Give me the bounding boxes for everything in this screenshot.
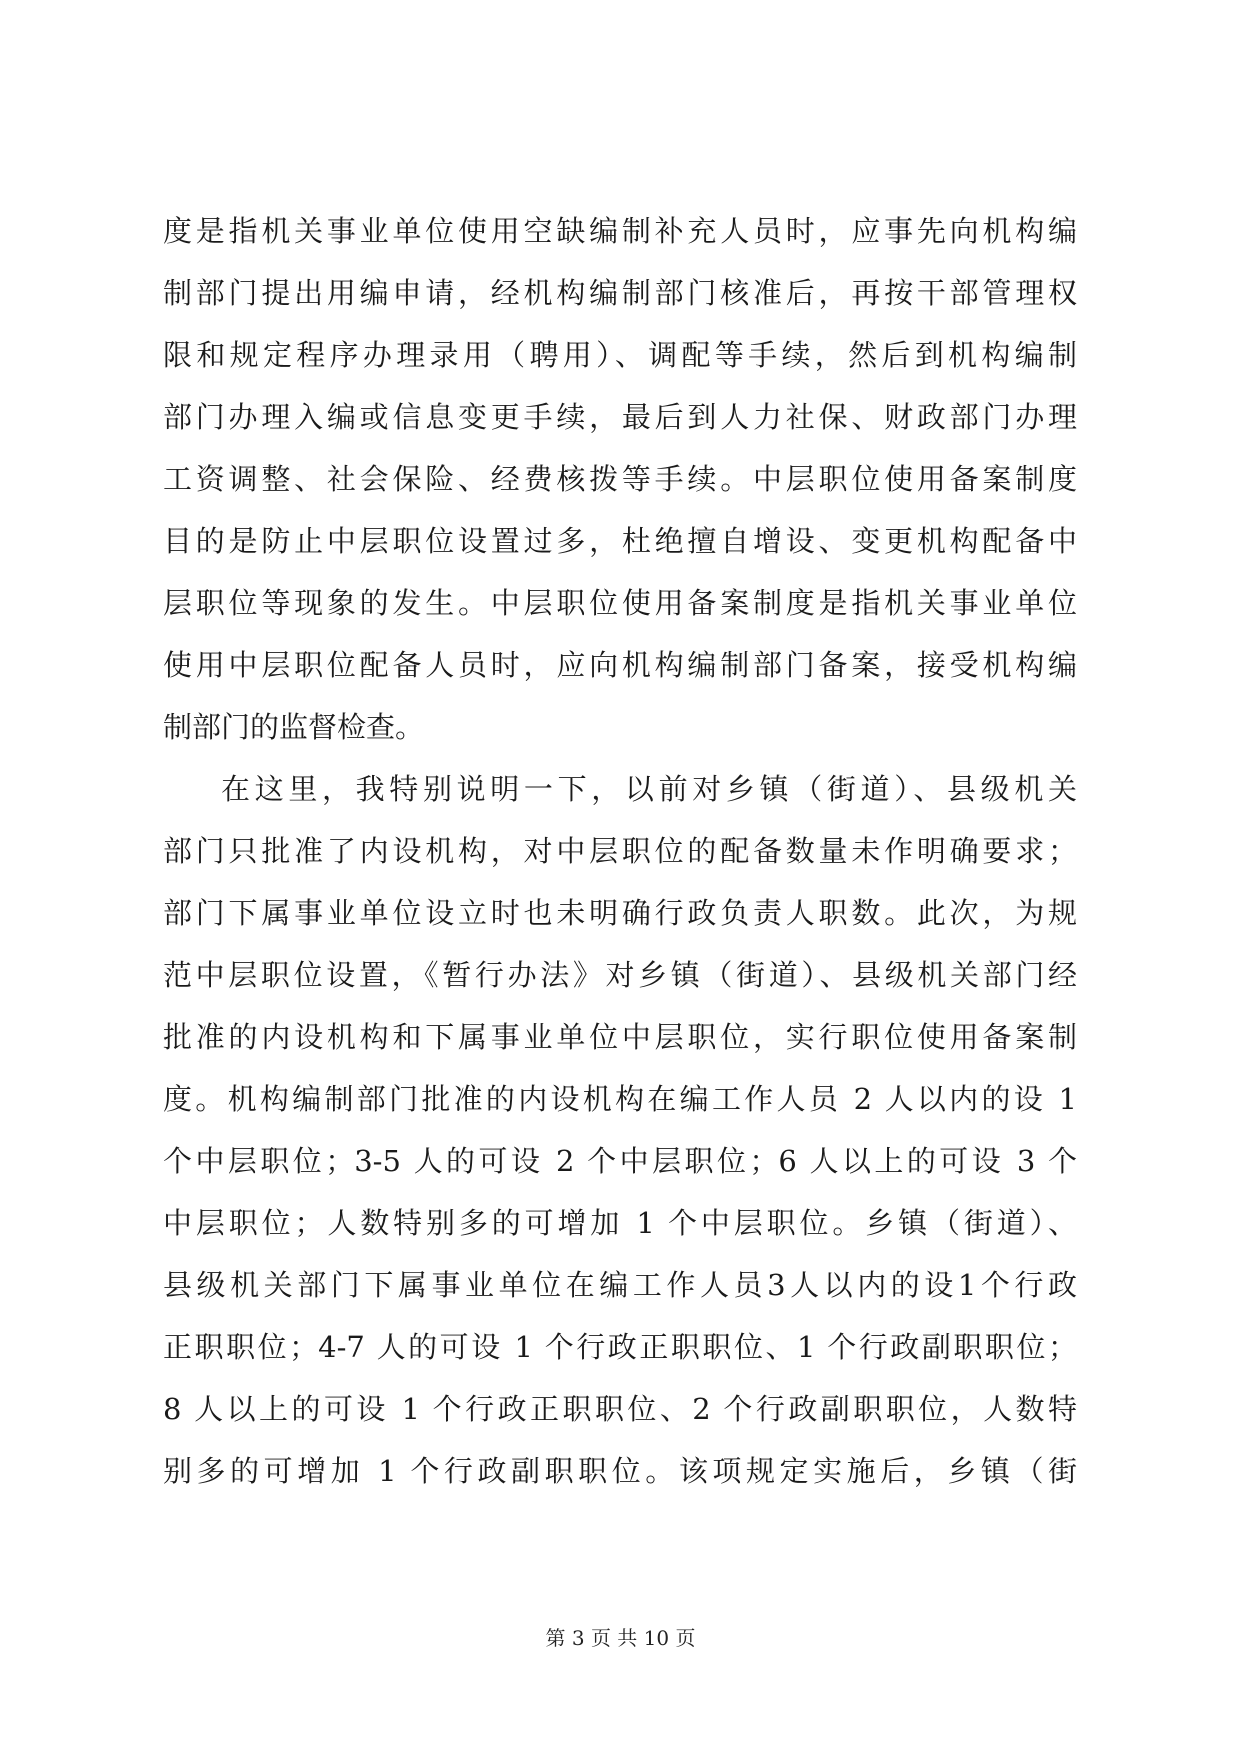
text-line-16: 个中层职位；3-5 人的可设 2 个中层职位；6 人以上的可设 3 个 xyxy=(163,1144,1077,1178)
document-body xyxy=(163,208,1077,1510)
text-line-15: 度。机构编制部门批准的内设机构在编工作人员 2 人以内的设 1 xyxy=(163,1082,1077,1116)
text-line-1: 度是指机关事业单位使用空缺编制补充人员时，应事先向机构编 xyxy=(163,214,1077,248)
text-line-19: 正职职位；4-7 人的可设 1 个行政正职职位、1 个行政副职职位； xyxy=(163,1330,1077,1364)
text-line-18: 县级机关部门下属事业单位在编工作人员3人以内的设1个行政 xyxy=(163,1268,1077,1302)
text-line-17: 中层职位；人数特别多的可增加 1 个中层职位。乡镇（街道）、 xyxy=(163,1206,1077,1240)
text-line-21: 别多的可增加 1 个行政副职职位。该项规定实施后，乡镇（街 xyxy=(163,1454,1077,1488)
text-line-14: 批准的内设机构和下属事业单位中层职位，实行职位使用备案制 xyxy=(163,1020,1077,1054)
text-line-11: 部门只批准了内设机构，对中层职位的配备数量未作明确要求； xyxy=(163,834,1077,868)
text-line-6: 目的是防止中层职位设置过多，杜绝擅自增设、变更机构配备中 xyxy=(163,524,1077,558)
text-line-8: 使用中层职位配备人员时，应向机构编制部门备案，接受机构编 xyxy=(163,648,1077,682)
page-footer: 第 3 页 共 10 页 xyxy=(545,1626,696,1650)
text-line-3: 限和规定程序办理录用（聘用）、调配等手续，然后到机构编制 xyxy=(163,338,1077,372)
text-line-5: 工资调整、社会保险、经费核拨等手续。中层职位使用备案制度 xyxy=(163,462,1077,496)
text-line-7: 层职位等现象的发生。中层职位使用备案制度是指机关事业单位 xyxy=(163,586,1077,620)
text-line-2: 制部门提出用编申请，经机构编制部门核准后，再按干部管理权 xyxy=(163,276,1077,310)
text-line-10: 在这里，我特别说明一下，以前对乡镇（街道）、县级机关 xyxy=(221,772,1077,806)
text-line-9: 制部门的监督检查。 xyxy=(163,710,425,744)
text-line-20: 8 人以上的可设 1 个行政正职职位、2 个行政副职职位，人数特 xyxy=(163,1392,1077,1426)
text-line-4: 部门办理入编或信息变更手续，最后到人力社保、财政部门办理 xyxy=(163,400,1077,434)
text-line-12: 部门下属事业单位设立时也未明确行政负责人职数。此次，为规 xyxy=(163,896,1077,930)
text-line-13: 范中层职位设置，《暂行办法》对乡镇（街道）、县级机关部门经 xyxy=(163,958,1077,992)
